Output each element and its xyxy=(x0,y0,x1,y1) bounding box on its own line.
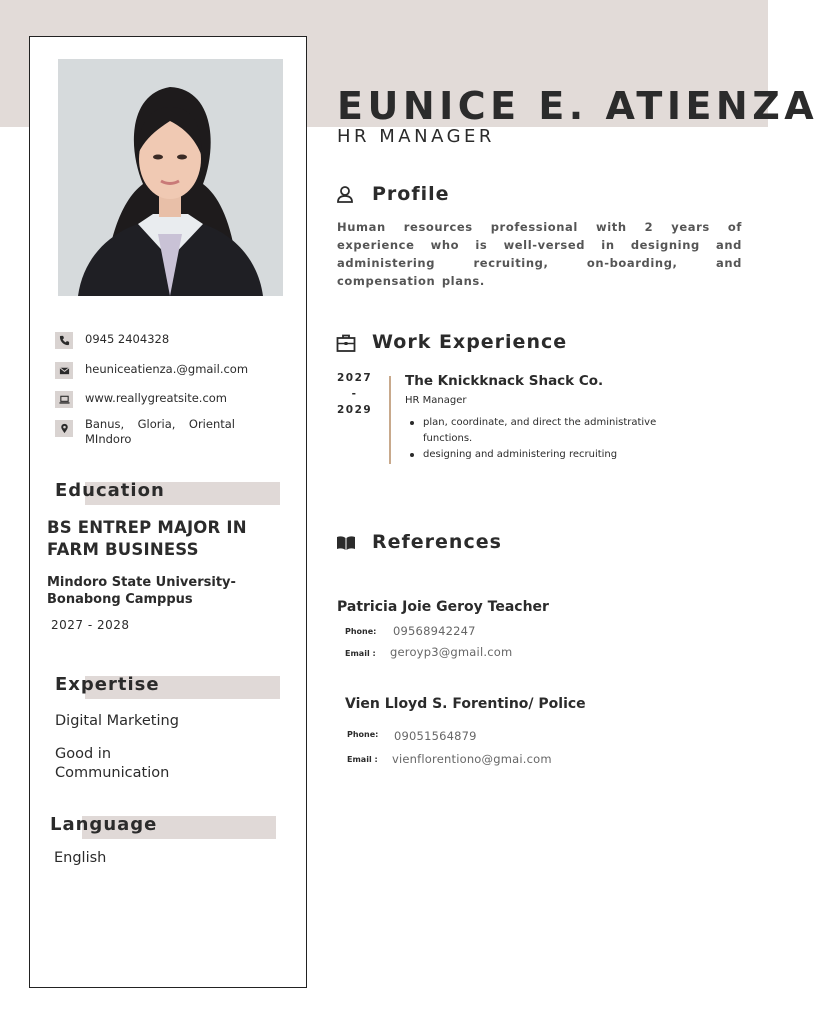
education-years: 2027 - 2028 xyxy=(51,618,130,632)
contact-address xyxy=(55,417,235,447)
language-item: English xyxy=(54,850,107,866)
language-title: Language xyxy=(50,814,158,835)
location-pin-icon xyxy=(55,420,73,437)
reference-email-label: Email : xyxy=(345,649,376,658)
work-start: 2027 xyxy=(337,372,373,384)
email-icon xyxy=(55,362,73,379)
profile-photo xyxy=(58,59,283,296)
contact-email-text[interactable]: heuniceatienza.@gmail.com xyxy=(85,362,249,376)
timeline-line xyxy=(389,376,391,464)
work-role: HR Manager xyxy=(405,395,467,406)
reference-email[interactable]: geroyp3@gmail.com xyxy=(390,645,513,659)
expertise-title: Expertise xyxy=(55,674,160,695)
expertise-item: Digital Marketing xyxy=(55,713,179,729)
work-title: Work Experience xyxy=(372,331,568,353)
work-end: 2029 xyxy=(337,404,373,416)
work-bullets xyxy=(405,415,675,463)
book-icon xyxy=(336,533,356,553)
contact-email xyxy=(55,362,248,379)
profile-photo-image xyxy=(58,59,283,296)
briefcase-icon xyxy=(336,333,356,353)
person-icon xyxy=(336,185,356,205)
work-company: The Knickknack Shack Co. xyxy=(405,373,604,389)
contact-phone-text[interactable]: 0945 2404328 xyxy=(85,332,170,346)
contact-address-text: Banus, Gloria, Oriental MIndoro xyxy=(85,417,235,446)
education-title: Education xyxy=(55,480,165,501)
profile-title: Profile xyxy=(372,183,450,205)
work-bullet: designing and administering recruiting xyxy=(405,447,675,463)
work-dash: - xyxy=(351,388,358,400)
references-title: References xyxy=(372,531,502,553)
work-bullet: plan, coordinate, and direct the administrative functions. xyxy=(405,415,675,447)
contact-phone xyxy=(55,332,169,349)
work-years xyxy=(337,370,372,418)
laptop-icon xyxy=(55,391,73,408)
candidate-role: HR MANAGER xyxy=(337,126,495,147)
reference-name: Vien Lloyd S. Forentino/ Police xyxy=(345,696,586,712)
contact-website-text[interactable]: www.reallygreatsite.com xyxy=(85,391,228,405)
candidate-name: EUNICE E. ATIENZA xyxy=(337,84,818,128)
reference-email-label: Email : xyxy=(347,755,378,764)
reference-email[interactable]: vienflorentiono@gmai.com xyxy=(392,752,552,766)
reference-phone-label: Phone: xyxy=(347,730,379,739)
education-degree: BS ENTREP MAJOR IN FARM BUSINESS xyxy=(47,518,247,559)
education-school: Mindoro State University- Bonabong Camppus xyxy=(47,575,236,607)
reference-phone-label: Phone: xyxy=(345,627,377,636)
phone-icon xyxy=(55,332,73,349)
reference-phone[interactable]: 09051564879 xyxy=(394,729,477,743)
contact-website xyxy=(55,391,227,408)
profile-text: Human resources professional with 2 years of experience who is well-versed in designing and administering recruiting, on-boarding, and compensation plans. xyxy=(337,220,742,288)
reference-name: Patricia Joie Geroy Teacher xyxy=(337,599,549,615)
reference-phone[interactable]: 09568942247 xyxy=(393,624,476,638)
expertise-item: Good in Communication xyxy=(55,746,170,781)
